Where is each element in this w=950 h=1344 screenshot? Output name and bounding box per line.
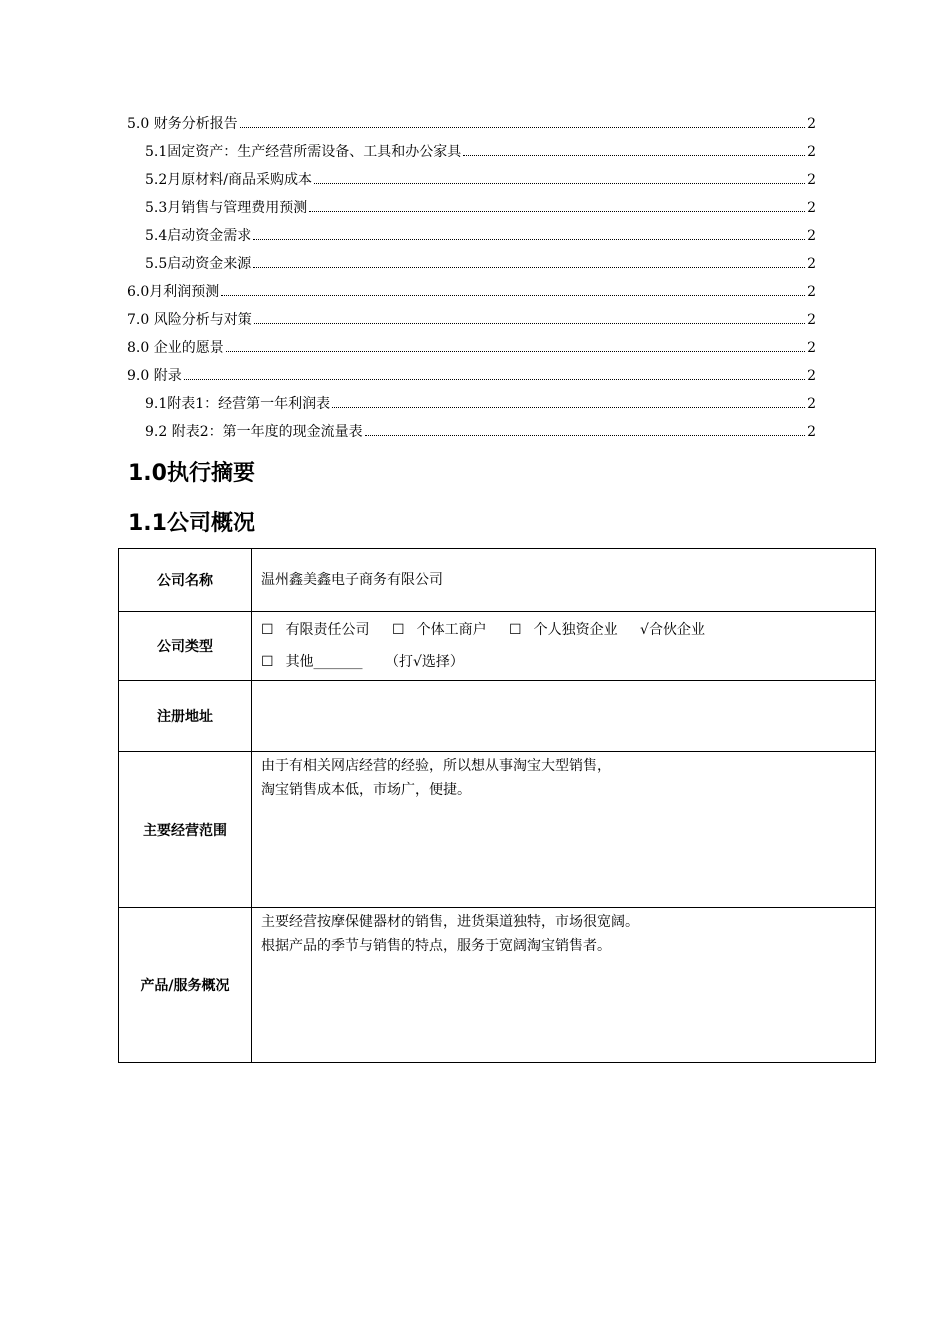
checkbox-icon: ☐ [392, 622, 405, 638]
registered-address-label: 注册地址 [119, 681, 252, 752]
toc-entry[interactable] [127, 394, 816, 422]
option-limited-company[interactable] [261, 614, 370, 646]
toc-entry[interactable] [127, 198, 816, 226]
toc-entry-page: 2 [807, 200, 816, 216]
toc-entry-label: 9.1附表1：经营第一年利润表 [145, 396, 331, 412]
toc-entry[interactable] [127, 114, 816, 142]
business-scope-line: 淘宝销售成本低，市场广，便捷。 [261, 782, 471, 798]
toc-entry-page: 2 [807, 396, 816, 412]
toc-entry-label: 6.0月利润预测 [127, 284, 220, 300]
option-label: 个体工商户 [416, 622, 487, 638]
option-label: √合伙企业 [640, 622, 705, 638]
option-sole-proprietorship[interactable] [509, 614, 618, 646]
toc-entry[interactable] [127, 170, 816, 198]
checkbox-icon: ☐ [509, 622, 522, 638]
heading-company-overview: 1.1公司概况 [128, 511, 255, 536]
toc-leader [221, 294, 805, 296]
toc-entry-label: 5.1固定资产：生产经营所需设备、工具和办公家具 [145, 144, 462, 160]
toc-leader [226, 350, 805, 352]
registered-address-value[interactable] [252, 681, 876, 752]
heading-executive-summary: 1.0执行摘要 [128, 461, 255, 486]
toc-entry-page: 2 [807, 228, 816, 244]
toc-entry-page: 2 [807, 172, 816, 188]
company-name-value: 温州鑫美鑫电子商务有限公司 [252, 549, 876, 612]
toc-leader [254, 322, 805, 324]
table-row [119, 549, 876, 612]
toc-entry[interactable] [127, 254, 816, 282]
company-name-label: 公司名称 [119, 549, 252, 612]
table-row [119, 752, 876, 908]
toc-entry[interactable] [127, 366, 816, 394]
table-row [119, 681, 876, 752]
business-scope-value [252, 752, 876, 908]
toc-entry[interactable] [127, 338, 816, 366]
checkbox-icon: ☐ [261, 622, 274, 638]
toc-entry-label: 5.0 财务分析报告 [127, 116, 238, 132]
option-label: 其他_______ [285, 654, 363, 670]
product-service-line: 根据产品的季节与销售的特点，服务于宽阔淘宝销售者。 [261, 938, 611, 954]
type-options-row-1 [261, 614, 875, 646]
toc-entry-page: 2 [807, 144, 816, 160]
option-label: 有限责任公司 [285, 622, 370, 638]
toc-entry-label: 5.5启动资金来源 [145, 256, 252, 272]
toc-entry[interactable] [127, 142, 816, 170]
option-label: 个人独资企业 [533, 622, 618, 638]
toc-leader [365, 434, 805, 436]
type-selection-note: （打√选择） [385, 654, 464, 670]
toc-entry[interactable] [127, 282, 816, 310]
toc-entry-page: 2 [807, 284, 816, 300]
checkbox-icon: ☐ [261, 654, 274, 670]
toc-entry-page: 2 [807, 340, 816, 356]
table-row [119, 908, 876, 1063]
toc-entry[interactable] [127, 310, 816, 338]
toc-entry-label: 5.2月原材料/商品采购成本 [145, 172, 312, 188]
option-partnership-checked[interactable] [640, 614, 705, 646]
company-type-options [252, 612, 876, 681]
product-service-value [252, 908, 876, 1063]
toc-leader [314, 182, 805, 184]
business-scope-line: 由于有相关网店经营的经验，所以想从事淘宝大型销售， [261, 758, 611, 774]
option-individual-business[interactable] [392, 614, 487, 646]
toc-entry-page: 2 [807, 256, 816, 272]
toc-leader [309, 210, 805, 212]
toc-leader [463, 154, 805, 156]
toc-leader [332, 406, 805, 408]
toc-entry-label: 9.0 附录 [127, 368, 182, 384]
company-overview-table [118, 548, 876, 1063]
table-of-contents [127, 114, 816, 450]
company-type-label: 公司类型 [119, 612, 252, 681]
toc-leader [240, 126, 805, 128]
table-row [119, 612, 876, 681]
toc-entry-label: 9.2 附表2：第一年度的现金流量表 [145, 424, 363, 440]
toc-entry-label: 7.0 风险分析与对策 [127, 312, 252, 328]
toc-entry-page: 2 [807, 424, 816, 440]
toc-entry-page: 2 [807, 116, 816, 132]
toc-entry[interactable] [127, 422, 816, 450]
toc-leader [184, 378, 805, 380]
toc-leader [253, 238, 805, 240]
toc-leader [253, 266, 805, 268]
toc-entry-label: 5.3月销售与管理费用预测 [145, 200, 308, 216]
toc-entry-label: 5.4启动资金需求 [145, 228, 252, 244]
toc-entry-label: 8.0 企业的愿景 [127, 340, 224, 356]
type-options-row-2 [261, 646, 875, 678]
toc-entry[interactable] [127, 226, 816, 254]
product-service-line: 主要经营按摩保健器材的销售，进货渠道独特，市场很宽阔。 [261, 914, 639, 930]
option-other[interactable] [261, 646, 363, 678]
business-scope-label: 主要经营范围 [119, 752, 252, 908]
toc-entry-page: 2 [807, 312, 816, 328]
product-service-label: 产品/服务概况 [119, 908, 252, 1063]
toc-entry-page: 2 [807, 368, 816, 384]
